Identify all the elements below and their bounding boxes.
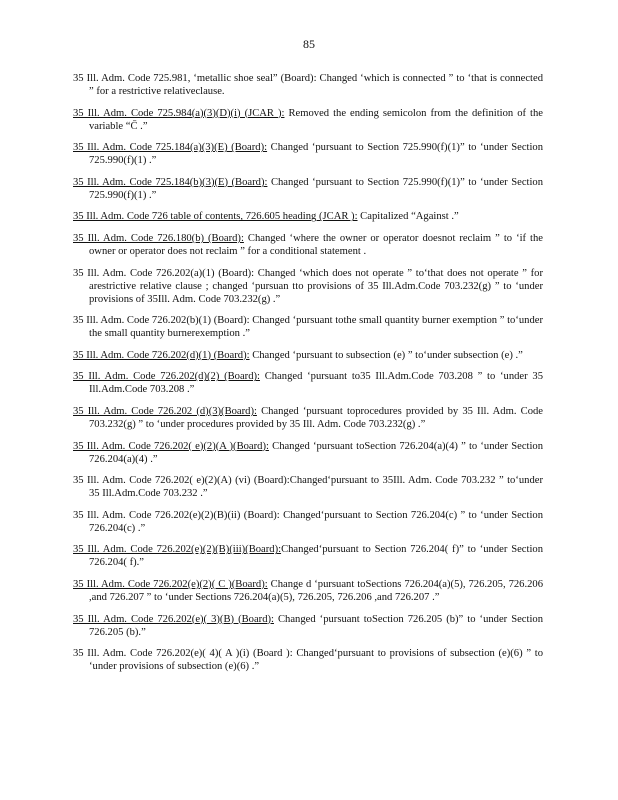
- amendment-entry: [73, 314, 543, 340]
- entry-citation: 35 Ill. Adm. Code 726.202(e)(2)(B)(ii) (Board):: [73, 509, 280, 521]
- entry-citation: 35 Ill. Adm. Code 726.202(e)( 4)( A )(i) (Board ):: [73, 648, 293, 660]
- entry-text: Changed ‘which does not operate ” to‘that does not operate ” for arestrictive relative clause ; changed ‘pursuan tto provisions of 35 Ill.Adm.Code 703.232(g) ” to ‘under provisions of 35Ill. Adm. Code 703.232(g) .”: [89, 267, 543, 305]
- amendment-entry: [73, 232, 543, 258]
- entry-citation: 35 Ill. Adm. Code 725.981, ‘metallic shoe seal” (Board):: [73, 73, 317, 84]
- entry-citation: 35 Ill. Adm. Code 725.984(a)(3)(D)(i) (JCAR ):: [73, 107, 285, 119]
- entry-text: Removed the ending semicolon from the definition of the variable “C̄ .”: [89, 107, 543, 132]
- entry-text: Changed ‘pursuant to Section 725.990(f)(1)” to ‘under Section 725.990(f)(1) .”: [89, 176, 543, 201]
- entry-text: Changed ‘pursuant to35 Ill.Adm.Code 703.208 ” to ‘under 35 Ill.Adm.Code 703.208 .”: [89, 371, 543, 396]
- amendment-entry: [73, 647, 543, 673]
- entry-text: Changed‘pursuant to Section 726.204( f)” to ‘under Section 726.204( f).”: [89, 544, 543, 569]
- entry-text: Capitalized “Against .”: [357, 211, 459, 223]
- entry-text: Changed‘pursuant to 35Ill. Adm. Code 703.232 ” to‘under 35 Ill.Adm.Code 703.232 .”: [89, 475, 543, 500]
- amendment-entry: [73, 349, 543, 362]
- entry-citation: 35 Ill. Adm. Code 726.202( e)(2)(A )(Board):: [73, 440, 269, 452]
- page-number: 85: [303, 37, 315, 51]
- entry-text: Changed‘pursuant to Section 726.204(c) ” to ‘under Section 726.204(c) .”: [89, 509, 543, 534]
- amendment-entry: [73, 210, 543, 223]
- entry-citation: 35 Ill. Adm. Code 726.202(e)(2)( C )(Board):: [73, 578, 268, 590]
- amendment-entry: [73, 440, 543, 466]
- entry-text: Changed‘pursuant to provisions of subsection (e)(6) ” to ‘under provisions of subsection (e)(6) .”: [89, 648, 543, 673]
- amendment-entry: [73, 474, 543, 500]
- entry-text: Changed ‘which is connected ” to ‘that is connected ” for a restrictive relativeclause.: [89, 73, 543, 97]
- entry-citation: 35 Ill. Adm. Code 726.202( e)(2)(A) (vi) (Board):: [73, 475, 290, 487]
- amendment-entry: [73, 72, 543, 98]
- entry-citation: 35 Ill. Adm. Code 726.202(e)( 3)(B) (Board):: [73, 613, 274, 625]
- entry-citation: 35 Ill. Adm. Code 725.184(a)(3)(E) (Board):: [73, 142, 268, 154]
- entry-citation: 35 Ill. Adm. Code 726.202(d)(2) (Board):: [73, 371, 260, 383]
- entry-text: Changed ‘where the owner or operator doesnot reclaim ” to ‘if the owner or operator does not reclaim ” for a conditional statement .: [89, 232, 543, 257]
- amendment-entry: [73, 543, 543, 569]
- amendment-entry: [73, 141, 543, 167]
- entry-citation: 35 Ill. Adm. Code 726.202(b)(1) (Board):: [73, 315, 250, 327]
- entry-text: Change d ‘pursuant toSections 726.204(a)(5), 726.205, 726.206 ,and 726.207 ” to ‘under Sections 726.204(a)(5), 726.205, 726.206 ,and 726.207 .”: [89, 578, 543, 603]
- amendment-entry: [73, 509, 543, 535]
- amendment-entry: [73, 176, 543, 202]
- amendment-entry: [73, 405, 543, 431]
- amendment-list: [73, 72, 543, 682]
- amendment-entry: [73, 107, 543, 133]
- entry-text: Changed ‘pursuant to Section 725.990(f)(1)” to ‘under Section 725.990(f)(1) .”: [89, 142, 544, 167]
- entry-text: Changed ‘pursuant tothe small quantity burner exemption ” to‘under the small quantity burnerexemption .”: [89, 315, 543, 340]
- amendment-entry: [73, 613, 543, 639]
- entry-citation: 35 Ill. Adm. Code 726.202 (d)(3)(Board):: [73, 405, 257, 417]
- entry-citation: 35 Ill. Adm. Code 726.202(e)(2)(B)(iii)(Board):: [73, 544, 282, 556]
- entry-citation: 35 Ill. Adm. Code 726.202(d)(1) (Board):: [73, 349, 250, 361]
- amendment-entry: [73, 578, 543, 604]
- entry-text: Changed ‘pursuant toSection 726.204(a)(4) ” to ‘under Section 726.204(a)(4) .”: [89, 440, 544, 465]
- entry-citation: 35 Ill. Adm. Code 726.202(a)(1) (Board):: [73, 267, 255, 279]
- entry-citation: 35 Ill. Adm. Code 726.180(b) (Board):: [73, 232, 244, 244]
- entry-text: Changed ‘pursuant toSection 726.205 (b)” to ‘under Section 726.205 (b).”: [89, 613, 543, 638]
- entry-text: Changed ‘pursuant toprocedures provided by 35 Ill. Adm. Code 703.232(g) ” to ‘under procedures provided by 35 Ill. Adm. Code 703.232(g) .”: [89, 405, 543, 430]
- amendment-entry: [73, 267, 543, 306]
- entry-text: Changed ‘pursuant to subsection (e) ” to‘under subsection (e) .”: [249, 349, 523, 361]
- amendment-entry: [73, 370, 543, 396]
- entry-citation: 35 Ill. Adm. Code 726 table of contents, 726.605 heading (JCAR ):: [73, 211, 358, 223]
- entry-citation: 35 Ill. Adm. Code 725.184(b)(3)(E) (Board):: [73, 176, 268, 188]
